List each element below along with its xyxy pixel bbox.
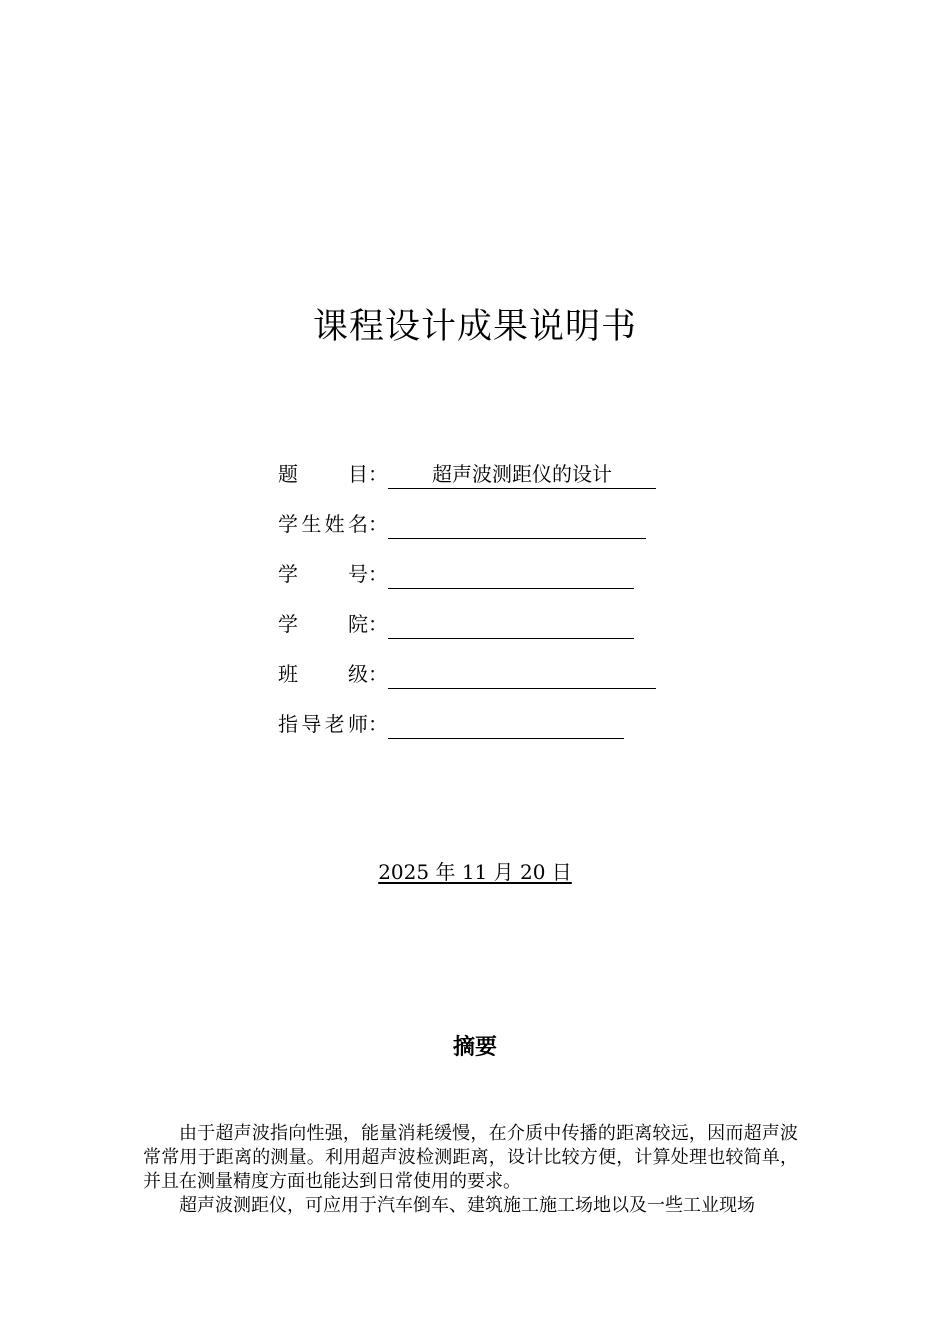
field-student-name-value	[388, 506, 646, 539]
field-colon: ：	[368, 512, 388, 536]
field-class-label: 班 级	[278, 662, 368, 686]
field-student-id-value	[388, 556, 634, 589]
abstract-heading: 摘要	[452, 1035, 497, 1060]
field-advisor-value	[388, 706, 624, 739]
date-line	[0, 856, 950, 888]
field-college-value	[388, 606, 634, 639]
cover-info-block	[278, 456, 698, 756]
field-colon: ：	[368, 462, 388, 486]
field-advisor-label: 指 导 老 师	[278, 712, 368, 736]
field-student-name	[278, 506, 698, 556]
field-student-name-label: 学 生 姓 名	[278, 512, 368, 536]
field-student-id-label: 学 号	[278, 562, 368, 586]
field-colon: ：	[368, 712, 388, 736]
field-student-id	[278, 556, 698, 606]
field-advisor	[278, 706, 698, 756]
abstract-paragraph: 由于超声波指向性强，能量消耗缓慢，在介质中传播的距离较远，因而超声波常常用于距离的测量。利用超声波检测距离，设计比较方便，计算处理也较简单，并且在测量精度方面也能达到日常使用的要求。	[143, 1123, 798, 1192]
abstract-paragraph: 超声波测距仪，可应用于汽车倒车、建筑施工施工场地以及一些工业现场	[179, 1195, 755, 1216]
field-college	[278, 606, 698, 656]
field-class-value	[388, 656, 656, 689]
abstract-body	[143, 1122, 798, 1218]
field-topic-value: 超声波测距仪的设计	[388, 456, 656, 489]
field-college-label: 学 院	[278, 612, 368, 636]
field-colon: ：	[368, 612, 388, 636]
field-topic	[278, 456, 698, 506]
field-topic-label: 题 目	[278, 462, 368, 486]
document-date: 2025 年 11 月 20 日	[378, 860, 572, 884]
field-colon: ：	[368, 662, 388, 686]
field-class	[278, 656, 698, 706]
field-colon: ：	[368, 562, 388, 586]
document-title: 课程设计成果说明书	[312, 307, 637, 347]
